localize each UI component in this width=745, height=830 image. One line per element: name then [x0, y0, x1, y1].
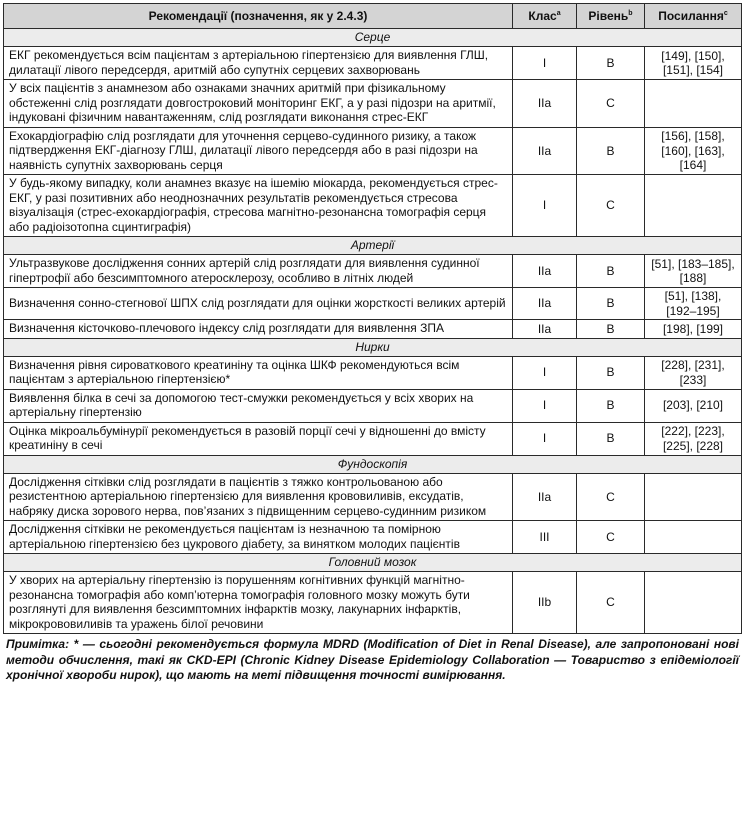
references-cell — [645, 175, 742, 237]
table-row — [4, 356, 742, 389]
level-cell: B — [577, 47, 645, 80]
recommendation-text: ЕКГ рекомендується всім пацієнтам з артеріальною гіпертензією для виявлення ГЛШ, дилатації лівого передсердя, аритмій або супутніх серцевих захворювань — [4, 47, 513, 80]
section-row-fundoscopy — [4, 455, 742, 473]
table-row — [4, 572, 742, 634]
table-row — [4, 422, 742, 455]
section-title: Артерії — [4, 237, 742, 255]
references-cell — [645, 521, 742, 554]
level-cell: B — [577, 255, 645, 288]
table-row — [4, 175, 742, 237]
recommendation-text: Ехокардіографію слід розглядати для уточнення серцево-судинного ризику, а також підтвердження ЕКГ-діагнозу ГЛШ, дилатації лівого передсердя або в разі підозри на наявність супутніх захворювань серця — [4, 127, 513, 175]
recommendation-text: Визначення рівня сироваткового креатиніну та оцінка ШКФ рекомендуються всім пацієнтам з артеріальною гіпертензією* — [4, 356, 513, 389]
section-row-arteries — [4, 237, 742, 255]
level-cell: C — [577, 521, 645, 554]
header-class: Клас$^a$ — [513, 4, 577, 29]
section-row-heart — [4, 29, 742, 47]
table-footnote: Примітка: * — сьогодні рекомендується формула MDRD (Modification of Diet in Renal Disease), але запропоновані нові методи обчислення, такі як CKD-EPI (Chronic Kidney Disease Epidemiology Collaboration — Товариство з епідеміології хронічної хвороби нирок), що мають на меті підвищення точності вимірювання. — [6, 637, 739, 682]
level-cell: C — [577, 175, 645, 237]
level-cell: C — [577, 473, 645, 521]
level-cell: B — [577, 422, 645, 455]
level-cell: B — [577, 320, 645, 339]
level-cell: B — [577, 127, 645, 175]
level-cell: C — [577, 80, 645, 128]
class-cell: IIa — [513, 320, 577, 339]
recommendation-text: Виявлення білка в сечі за допомогою тест-смужки рекомендується у всіх хворих на артеріальну гіпертензію — [4, 389, 513, 422]
references-cell — [645, 572, 742, 634]
recommendation-text: У всіх пацієнтів з анамнезом або ознаками значних аритмій при фізикальному обстеженні слід розглядати довгостроковий моніторинг ЕКГ, а у разі підозри на аритмії, індуковані фізичним навантаженням, слід розглядати виконання стрес-ЕКГ — [4, 80, 513, 128]
class-cell: I — [513, 47, 577, 80]
references-cell — [645, 473, 742, 521]
header-recommendations: Рекомендації (позначення, як у 2.4.3) — [4, 4, 513, 29]
table-row — [4, 47, 742, 80]
references-cell — [645, 80, 742, 128]
recommendations-table — [3, 3, 742, 634]
recommendation-text: У будь-якому випадку, коли анамнез вказує на ішемію міокарда, рекомендується стрес-ЕКГ, у разі позитивних або неоднозначних результатів рекомендується стресова візуалізація (стрес-ехокардіографія, стресова магнітно-резонансна томографія серця або радіоізотопна сцинтиграфія) — [4, 175, 513, 237]
class-cell: I — [513, 175, 577, 237]
section-title: Фундоскопія — [4, 455, 742, 473]
section-row-kidneys — [4, 338, 742, 356]
table-row — [4, 521, 742, 554]
table-row — [4, 288, 742, 320]
class-cell: IIa — [513, 288, 577, 320]
level-cell: B — [577, 389, 645, 422]
table-row — [4, 320, 742, 339]
references-cell: [156], [158], [160], [163], [164] — [645, 127, 742, 175]
header-level: Рівень$^b$ — [577, 4, 645, 29]
class-cell: IIa — [513, 473, 577, 521]
level-cell: B — [577, 356, 645, 389]
class-cell: IIb — [513, 572, 577, 634]
class-cell: IIa — [513, 80, 577, 128]
references-cell: [51], [183–185], [188] — [645, 255, 742, 288]
class-cell: IIa — [513, 255, 577, 288]
class-cell: I — [513, 422, 577, 455]
class-cell: III — [513, 521, 577, 554]
table-row — [4, 473, 742, 521]
section-title: Головний мозок — [4, 554, 742, 572]
table-row — [4, 255, 742, 288]
references-cell: [222], [223], [225], [228] — [645, 422, 742, 455]
table-row — [4, 127, 742, 175]
recommendation-text: Визначення кісточково-плечового індексу слід розглядати для виявлення ЗПА — [4, 320, 513, 339]
recommendation-text: Оцінка мікроальбумінурії рекомендується в разовій порції сечі у відношенні до вмісту креатиніну в сечі — [4, 422, 513, 455]
references-cell: [228], [231], [233] — [645, 356, 742, 389]
level-cell: C — [577, 572, 645, 634]
references-cell: [198], [199] — [645, 320, 742, 339]
class-cell: I — [513, 389, 577, 422]
header-references: Посилання$^c$ — [645, 4, 742, 29]
class-cell: IIa — [513, 127, 577, 175]
class-cell: I — [513, 356, 577, 389]
recommendation-text: Ультразвукове дослідження сонних артерій слід розглядати для виявлення судинної гіпертрофії або безсимптомного атеросклерозу, особливо в літніх людей — [4, 255, 513, 288]
recommendation-text: Дослідження сітківки не рекомендується пацієнтам із незначною та помірною артеріальною гіпертензією без цукрового діабету, за винятком молодих пацієнтів — [4, 521, 513, 554]
level-cell: B — [577, 288, 645, 320]
references-cell: [203], [210] — [645, 389, 742, 422]
references-cell: [149], [150], [151], [154] — [645, 47, 742, 80]
recommendation-text: У хворих на артеріальну гіпертензію із порушенням когнітивних функцій магнітно-резонансна томографія або комп’ютерна томографія головного мозку можуть бути розглянуті для виявлення безсимптомних інфарктів мозку, лакунарних інфарктів, мікрокрововиливів та уражень білої речовини — [4, 572, 513, 634]
table-row — [4, 389, 742, 422]
section-row-brain — [4, 554, 742, 572]
section-title: Серце — [4, 29, 742, 47]
recommendation-text: Дослідження сітківки слід розглядати в пацієнтів з тяжко контрольованою або резистентною артеріальною гіпертензією для виявлення крововиливів, ексудатів, набряку диска зорового нерва, пов’язаних з підвищенним серцево-судинним ризиком — [4, 473, 513, 521]
table-header-row — [4, 4, 742, 29]
table-row — [4, 80, 742, 128]
section-title: Нирки — [4, 338, 742, 356]
recommendation-text: Визначення сонно-стегнової ШПХ слід розглядати для оцінки жорсткості великих артерій — [4, 288, 513, 320]
references-cell: [51], [138], [192–195] — [645, 288, 742, 320]
